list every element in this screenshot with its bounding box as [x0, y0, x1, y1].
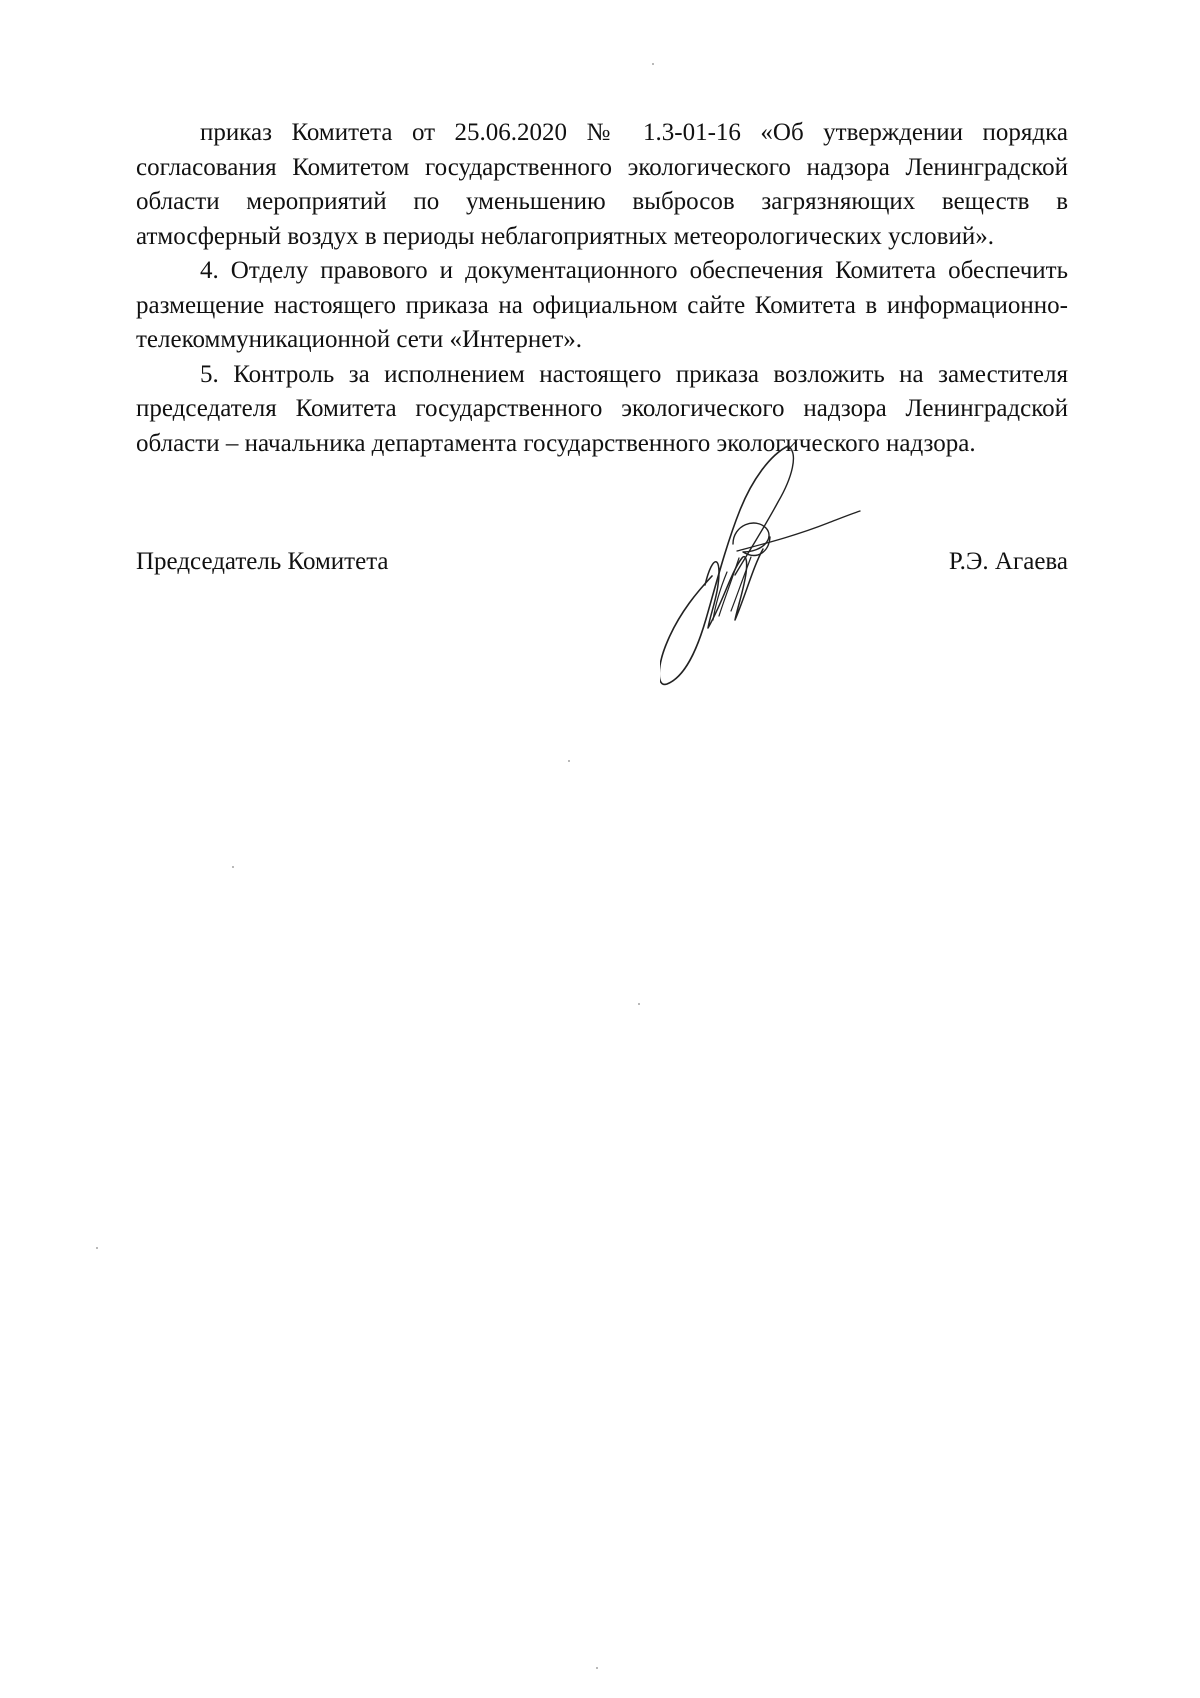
scan-speck	[96, 1247, 98, 1249]
scan-speck	[596, 1667, 598, 1669]
document-body	[136, 116, 1068, 461]
scan-speck	[652, 63, 654, 65]
signature-upper-stroke	[735, 446, 793, 575]
signature-block	[136, 545, 1068, 585]
scan-speck	[568, 760, 570, 762]
scan-speck	[232, 866, 234, 868]
signature-main-loop	[660, 446, 788, 684]
signature-horizontal-flourish	[737, 511, 860, 551]
signer-name: Р.Э. Агаева	[948, 548, 1068, 575]
signer-title: Председатель Комитета	[136, 548, 389, 575]
paragraph-item-5: 5. Контроль за исполнением настоящего приказа возложить на заместителя председателя Комитета государственного экологического надзора Ленинградской области – начальника департамента государственного экологического надзора.	[136, 360, 1068, 457]
handwritten-signature	[660, 440, 920, 700]
paragraph-item-4: 4. Отделу правового и документационного обеспечения Комитета обеспечить размещение настоящего приказа на официальном сайте Комитета в информационно-телекоммуникационной сети «Интернет».	[136, 257, 1068, 353]
scan-speck	[638, 1003, 640, 1005]
paragraph-order-reference: приказ Комитета от 25.06.2020 № 1.3-01-16 «Об утверждении порядка согласования Комитетом государственного экологического надзора Ленинградской области мероприятий по уменьшению выбросов загрязняющих веществ в атмосферный воздух в периоды неблагоприятных метеорологических условий».	[136, 119, 1068, 250]
